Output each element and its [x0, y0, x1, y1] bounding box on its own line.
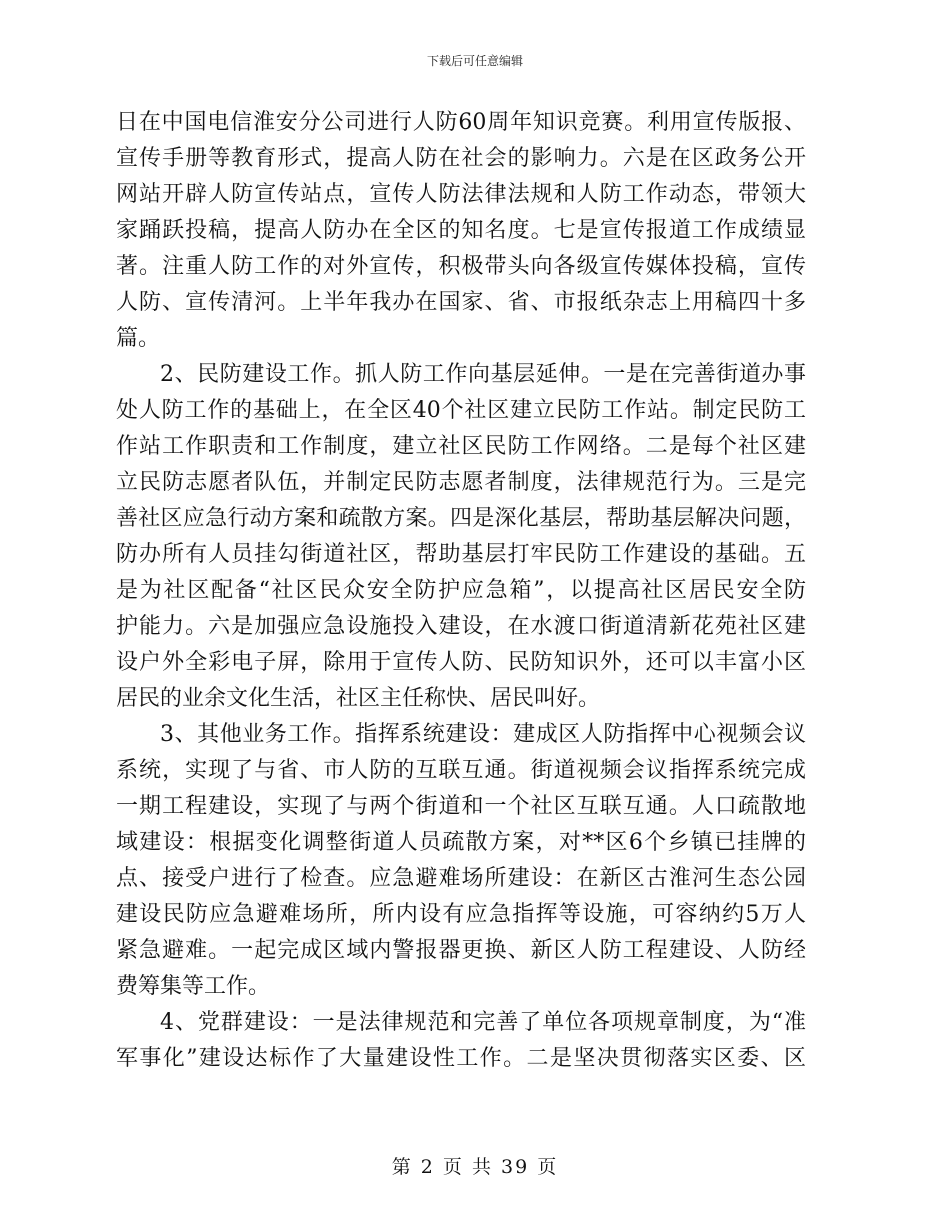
text-line: 4、党群建设：一是法律规范和完善了单位各项规章制度，为“准 — [160, 1010, 806, 1035]
text-line: 域建设：根据变化调整街道人员疏散方案，对**区6个乡镇已挂牌的 — [116, 830, 806, 855]
text-line: 善社区应急行动方案和疏散方案。四是深化基层，帮助基层解决问题， — [116, 506, 806, 531]
text-line: 2、民防建设工作。抓人防工作向基层延伸。一是在完善街道办事 — [160, 362, 806, 387]
paragraph-1 — [116, 105, 806, 357]
text-line: 护能力。六是加强应急设施投入建设，在水渡口街道清新花苑社区建 — [116, 614, 806, 639]
text-line: 家踊跃投稿，提高人防办在全区的知名度。七是宣传报道工作成绩显 — [116, 218, 806, 243]
text-line: 军事化”建设达标作了大量建设性工作。二是坚决贯彻落实区委、区 — [116, 1046, 806, 1071]
text-line: 处人防工作的基础上，在全区40个社区建立民防工作站。制定民防工 — [116, 398, 806, 423]
text-line: 是为社区配备“社区民众安全防护应急箱”，以提高社区居民安全防 — [116, 578, 806, 603]
text-line: 网站开辟人防宣传站点，宣传人防法律法规和人防工作动态，带领大 — [116, 182, 806, 207]
text-line: 防办所有人员挂勾街道社区，帮助基层打牢民防工作建设的基础。五 — [116, 542, 806, 567]
text-line: 人防、宣传清河。上半年我办在国家、省、市报纸杂志上用稿四十多 — [116, 290, 806, 315]
text-line: 建设民防应急避难场所，所内设有应急指挥等设施，可容纳约5万人 — [116, 902, 806, 927]
text-line: 著。注重人防工作的对外宣传，积极带头向各级宣传媒体投稿，宣传 — [116, 254, 806, 279]
text-line: 3、其他业务工作。指挥系统建设：建成区人防指挥中心视频会议 — [160, 722, 806, 747]
text-line: 篇。 — [116, 326, 161, 351]
text-line: 作站工作职责和工作制度，建立社区民防工作网络。二是每个社区建 — [116, 434, 806, 459]
text-line: 点、接受户进行了检查。应急避难场所建设：在新区古淮河生态公园 — [116, 866, 806, 891]
paragraph-3 — [116, 717, 806, 1005]
text-line: 一期工程建设，实现了与两个街道和一个社区互联互通。人口疏散地 — [116, 794, 806, 819]
paragraph-2 — [116, 357, 806, 717]
text-line: 系统，实现了与省、市人防的互联互通。街道视频会议指挥系统完成 — [116, 758, 806, 783]
text-line: 费筹集等工作。 — [116, 974, 271, 999]
text-line: 设户外全彩电子屏，除用于宣传人防、民防知识外，还可以丰富小区 — [116, 650, 806, 675]
page-header: 下载后可任意编辑 — [426, 54, 523, 68]
page-footer: 第 2 页 共 39 页 — [391, 1156, 559, 1178]
text-line: 日在中国电信淮安分公司进行人防60周年知识竞赛。利用宣传版报、 — [116, 110, 806, 135]
text-line: 紧急避难。一起完成区域内警报器更换、新区人防工程建设、人防经 — [116, 938, 806, 963]
text-line: 立民防志愿者队伍，并制定民防志愿者制度，法律规范行为。三是完 — [116, 470, 806, 495]
text-line: 居民的业余文化生活，社区主任称快、居民叫好。 — [116, 686, 601, 711]
paragraph-4 — [116, 1005, 806, 1077]
document-body — [116, 105, 806, 1077]
text-line: 宣传手册等教育形式，提高人防在社会的影响力。六是在区政务公开 — [116, 146, 806, 171]
